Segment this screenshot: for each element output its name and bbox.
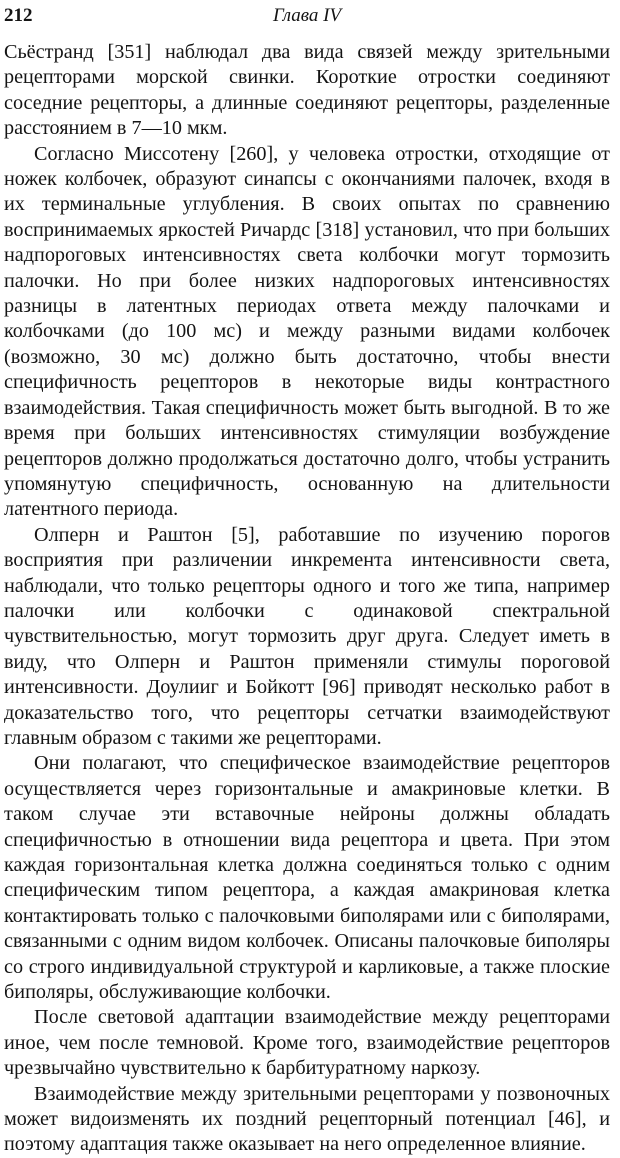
paragraph: Взаимодействие между зрительными рецепторами у позвоночных может видоизменять их поздний рецепторный потенциал [46], и поэтому адаптация также оказывает на него определенное влияние. [4,1082,610,1156]
body-text [4,40,610,1158]
paragraph: После световой адаптации взаимодействие между рецепторами иное, чем после темновой. Кроме того, взаимодействие рецепторов чрезвычайно чувствительно к барбитуратному наркозу. [4,1006,610,1080]
paragraph: Олперн и Раштон [5], работавшие по изучению порогов восприятия при различении инкремента интенсивности света, наблюдали, что только рецепторы одного и того же типа, например палочки или колбочки с одинаковой спектральной чувствительностью, могут тормозить друг друга. Следует иметь в виду, что Олперн и Раштон применяли стимулы пороговой интенсивности. Доулииг и Бойкотт [96] приводят несколько работ в доказательство того, что рецепторы сетчатки взаимодействуют главным образом с такими же рецепторами. [4,523,610,749]
paragraph: Они полагают, что специфическое взаимодействие рецепторов осуществляется через горизонтальные и амакриновые клетки. В таком случае эти вставочные нейроны должны обладать специфичностью в отношении вида рецептора и цвета. При этом каждая горизонтальная клетка должна соединяться только с одним специфическим типом рецептора, а каждая амакриновая клетка контактировать только с палочковыми биполярами или с биполярами, связанными с одним видом колбочек. Описаны палочковые биполяры со строго индивидуальной структурой и карликовые, а также плоские биполяры, обслуживающие колбочки. [4,752,610,1004]
running-head: Глава IV [272,5,342,26]
paragraph: Сьëстранд [351] наблюдал два вида связей между зрительными рецепторами морской свинки. Короткие отростки соединяют соседние рецепторы, а длинные соединяют рецепторы, разделенные расстоянием в 7—10 мкм. [4,41,610,140]
paragraph: Согласно Миссотену [260], у человека отростки, отходящие от ножек колбочек, образуют синапсы с окончаниями палочек, входя в их терминальные углубления. В своих опытах по сравнению воспринимаемых яркостей Ричардс [318] установил, что при больших надпороговых интенсивностях света колбочки могут тормозить палочки. Но при более низких надпороговых интенсивностях разницы в латентных периодах ответа между палочками и колбочками (до 100 мс) и между разными видами колбочек (возможно, 30 мс) должно быть достаточно, чтобы внести специфичность рецепторов в некоторые виды контрастного взаимодействия. Такая специфичность может быть выгодной. В то же время при больших интенсивностях стимуляции возбуждение рецепторов должно продолжаться достаточно долго, чтобы устранить упомянутую специфичность, основанную на длительности латентного периода. [4,142,610,521]
page-header [4,4,610,30]
page-number: 212 [4,5,33,26]
